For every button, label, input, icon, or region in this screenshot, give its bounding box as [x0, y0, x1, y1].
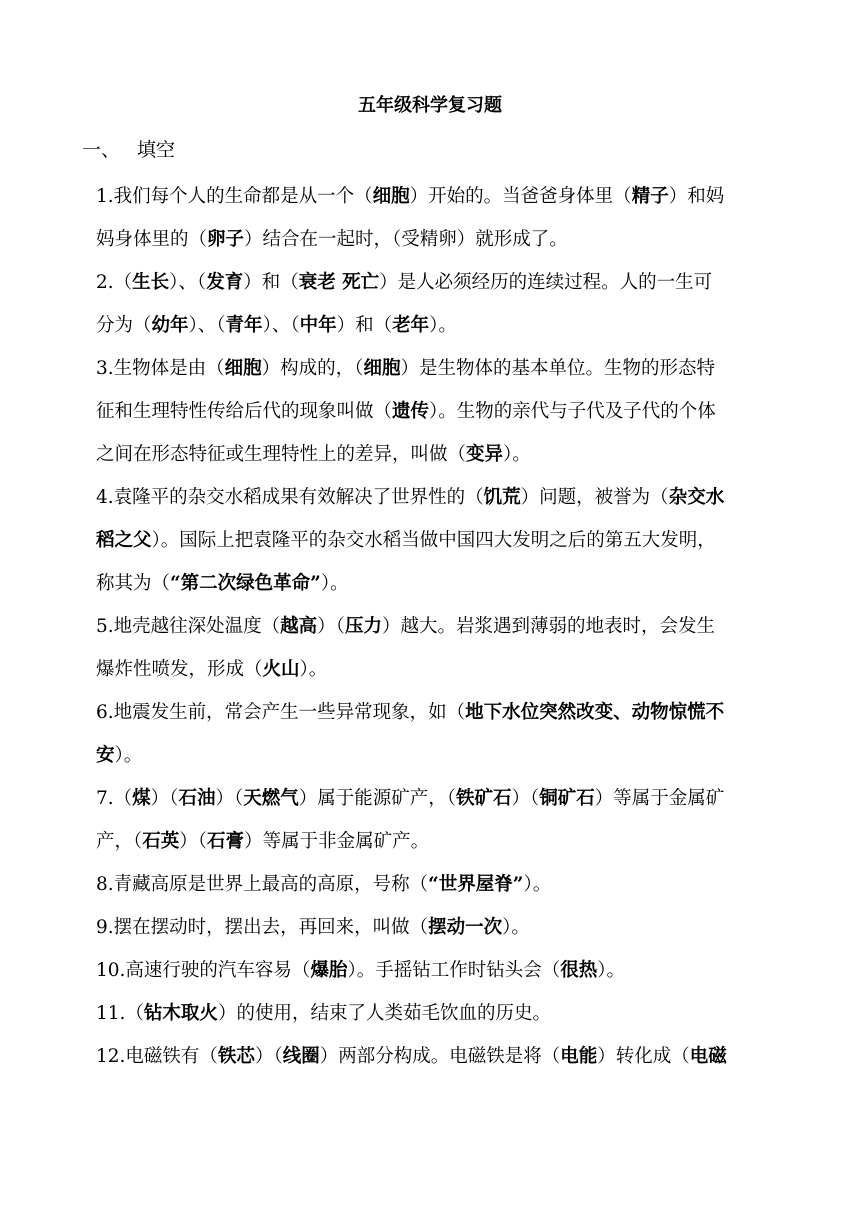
question-text: ）越大。岩浆遇到薄弱的地表时，会发生 [381, 616, 715, 637]
question-line [96, 734, 780, 777]
question-text: ）。 [597, 960, 625, 981]
answer-text: 杂交水 [668, 487, 725, 508]
answer-text: 稻之父 [96, 530, 152, 551]
answer-text: 石英 [142, 831, 180, 852]
answer-text: 铁芯 [217, 1046, 255, 1067]
question-line [96, 304, 780, 347]
answer-text: 铜矿石 [539, 788, 595, 809]
question-line [96, 863, 780, 906]
answer-text: 石膏 [207, 831, 245, 852]
question-line [96, 519, 780, 562]
answer-text: 摆动一次 [428, 917, 503, 938]
answer-text: 天燃气 [243, 788, 299, 809]
question-text: ）等属于金属矿 [594, 788, 725, 809]
answer-text: 细胞 [363, 358, 401, 379]
question-text: ）。手摇钻工作时钻头会（ [347, 960, 561, 981]
question-item [96, 175, 780, 261]
question-text: ）（ [511, 788, 540, 809]
question-line [96, 433, 780, 476]
question-text: 之间在形态特征或生理特性上的差异，叫做（ [96, 444, 467, 465]
question-line [96, 992, 780, 1035]
question-line [96, 691, 780, 734]
answer-text: 石油 [178, 788, 216, 809]
question-text: 10.高速行驶的汽车容易（ [96, 960, 311, 981]
question-text: 11.（ [96, 1003, 144, 1024]
question-text: 征和生理特性传给后代的现象叫做（ [96, 401, 393, 422]
answer-text: 精子 [631, 186, 669, 207]
answer-text: 卵子 [207, 229, 245, 250]
answer-text: 铁矿石 [456, 788, 512, 809]
question-item [96, 1035, 780, 1078]
question-text: ）。 [503, 444, 531, 465]
answer-text: 很热 [560, 960, 598, 981]
question-line [96, 820, 780, 863]
question-line [96, 949, 780, 992]
answer-text: 爆胎 [310, 960, 348, 981]
answer-text: 安 [96, 745, 115, 766]
section-number: 一、 [82, 139, 121, 161]
answer-text: “世界屋脊” [428, 874, 524, 895]
answer-text: 幼年 [151, 315, 189, 336]
question-text: ）和（ [243, 272, 299, 293]
page-title: 五年级科学复习题 [358, 95, 502, 116]
answer-text: 细胞 [224, 358, 262, 379]
answer-text: 遗传 [392, 401, 430, 422]
answer-text: 地下水位突然改变、动物惊慌不 [465, 702, 725, 723]
answer-text: 线圈 [282, 1046, 320, 1067]
question-item [96, 691, 780, 777]
question-text: ）构成的，（ [261, 358, 364, 379]
question-line [96, 562, 780, 605]
question-line [96, 347, 780, 390]
answer-text: 中年 [299, 315, 337, 336]
answer-text: “第二次绿色革命” [170, 573, 321, 594]
question-item [96, 863, 780, 906]
question-line [96, 218, 780, 261]
question-text: 5.地壳越往深处温度（ [96, 616, 281, 637]
answer-text: 生长 [132, 272, 170, 293]
question-item [96, 906, 780, 949]
question-text: ）。 [299, 659, 328, 680]
question-text: ）、（ [262, 315, 300, 336]
question-text: ）的使用，结束了人类茹毛饮血的历史。 [217, 1003, 551, 1024]
answer-text: 钻木取火 [143, 1003, 218, 1024]
question-text: ）属于能源矿产，（ [298, 788, 456, 809]
answer-text: 老年 [392, 315, 430, 336]
question-text: ）。国际上把袁隆平的杂交水稻当做中国四大发明之后的第五大发明， [151, 530, 716, 551]
question-text: ）。 [114, 745, 143, 766]
question-item [96, 992, 780, 1035]
question-line [96, 777, 780, 820]
question-text: 4.袁隆平的杂交水稻成果有效解决了世界性的（ [96, 487, 484, 508]
question-text: 8.青藏高原是世界上最高的高原，号称（ [96, 874, 429, 895]
question-line [96, 1035, 780, 1078]
question-text: 爆炸性喷发，形成（ [96, 659, 263, 680]
answer-text: 压力 [344, 616, 382, 637]
question-text: ）（ [254, 1046, 283, 1067]
question-text: ）（ [317, 616, 345, 637]
answer-text: 煤 [132, 788, 151, 809]
question-text: ）。 [429, 315, 457, 336]
question-line [96, 261, 780, 304]
question-text: 妈身体里的（ [96, 229, 208, 250]
question-text: ）结合在一起时，（受精卵）就形成了。 [244, 229, 568, 250]
question-text: ）是人必须经历的连续过程。人的一生可 [379, 272, 713, 293]
question-text: 6.地震发生前，常会产生一些异常现象，如（ [96, 702, 466, 723]
question-line [96, 390, 780, 433]
answer-text: 发育 [206, 272, 244, 293]
answer-text: 细胞 [372, 186, 410, 207]
question-text: ）等属于非金属矿产。 [244, 831, 430, 852]
question-text: ）（ [215, 788, 244, 809]
question-text: 3.生物体是由（ [96, 358, 225, 379]
section-label: 填空 [137, 139, 176, 161]
answer-text: 越高 [280, 616, 318, 637]
question-text: ）、（ [169, 272, 207, 293]
question-line [96, 906, 780, 949]
question-text: ）和（ [336, 315, 393, 336]
question-text: 分为（ [96, 315, 152, 336]
question-text: 7.（ [96, 788, 133, 809]
question-text: ）转化成（ [597, 1046, 690, 1067]
question-text: 12.电磁铁有（ [96, 1046, 218, 1067]
question-line [96, 476, 780, 519]
question-line [96, 648, 780, 691]
answer-text: 电磁 [689, 1046, 727, 1067]
question-text: ）。 [320, 573, 349, 594]
question-item [96, 949, 780, 992]
answer-text: 青年 [225, 315, 263, 336]
question-item [96, 347, 780, 476]
question-item [96, 777, 780, 863]
question-text: ）（ [179, 831, 208, 852]
question-text: ）。 [502, 917, 530, 938]
question-text: ）是生物体的基本单位。生物的形态特 [400, 358, 715, 379]
question-text: ）。 [523, 874, 552, 895]
question-item [96, 261, 780, 347]
question-text: 2.（ [96, 272, 133, 293]
question-text: ）开始的。当爸爸身体里（ [409, 186, 632, 207]
question-text: ）。生物的亲代与子代及子代的个体 [429, 401, 716, 422]
question-text: ）、（ [188, 315, 226, 336]
question-text: ）两部分构成。电磁铁是将（ [319, 1046, 561, 1067]
question-item [96, 476, 780, 605]
answer-text: 衰老 死亡 [298, 272, 380, 293]
question-text: ）（ [150, 788, 179, 809]
answer-text: 饥荒 [483, 487, 521, 508]
answer-text: 变异 [466, 444, 504, 465]
question-text: ）问题，被誉为（ [520, 487, 669, 508]
section-heading [82, 137, 175, 163]
answer-text: 火山 [262, 659, 300, 680]
answer-text: 电能 [560, 1046, 598, 1067]
question-line [96, 175, 780, 218]
question-item [96, 605, 780, 691]
question-text: 产，（ [96, 831, 143, 852]
question-text: 1.我们每个人的生命都是从一个（ [96, 186, 373, 207]
question-line [96, 605, 780, 648]
question-text: ）和妈 [668, 186, 725, 207]
question-text: 9.摆在摆动时，摆出去，再回来，叫做（ [96, 917, 429, 938]
question-text: 称其为（ [96, 573, 171, 594]
